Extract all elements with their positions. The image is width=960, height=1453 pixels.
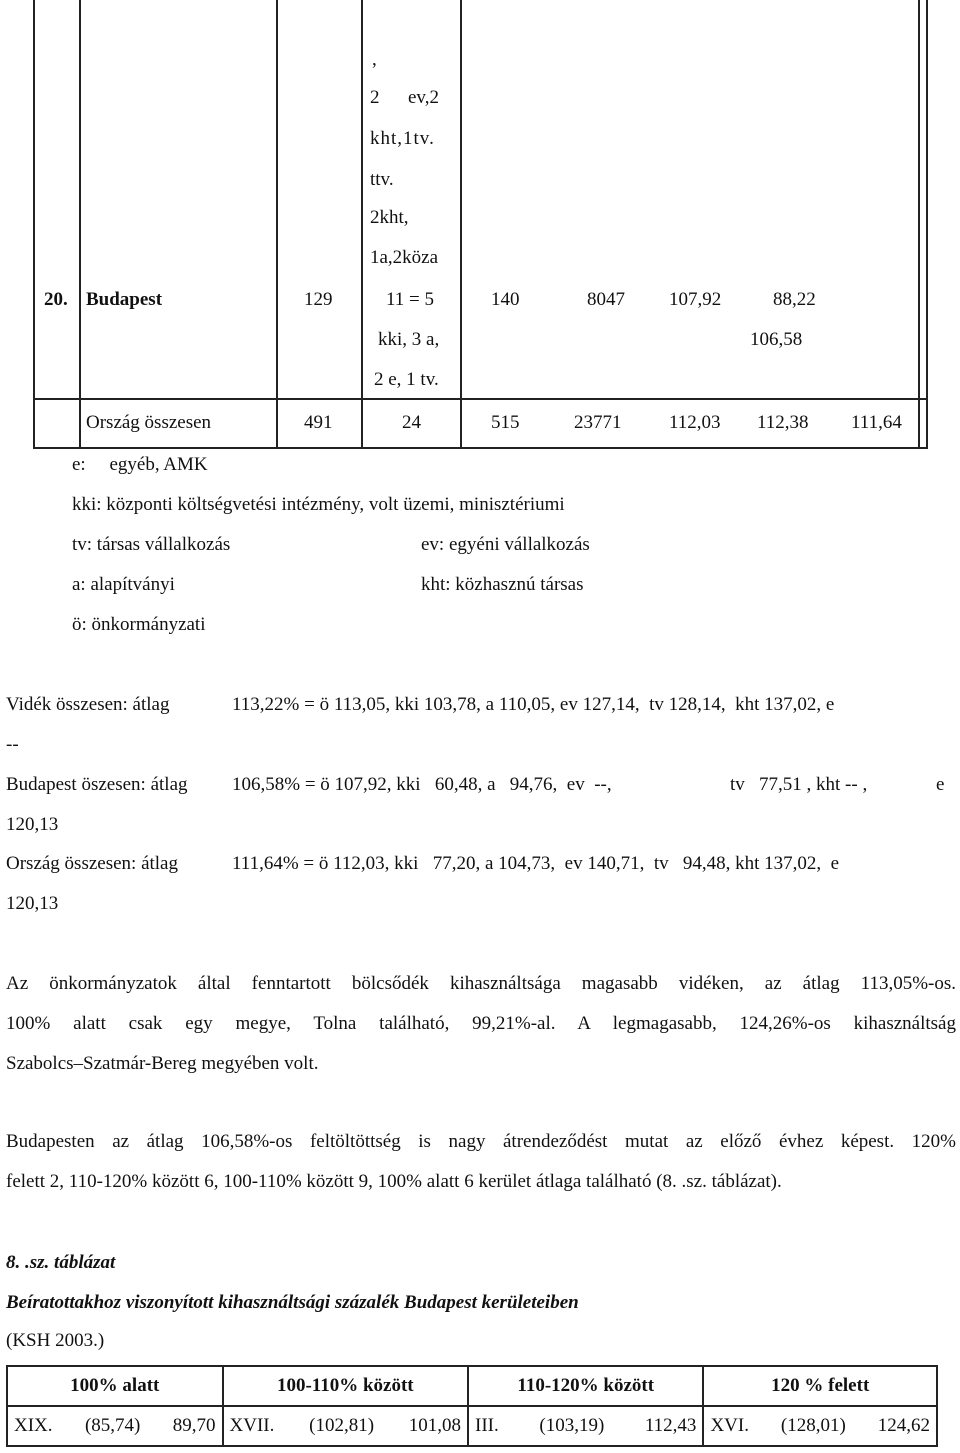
cell-bp-c8-l2: 106,58 — [750, 329, 803, 350]
table-border-col3 — [361, 0, 363, 449]
bp-avg-values: 106,58% = ö 107,92, kki 60,48, a 94,76, ev --, — [232, 774, 612, 795]
table-row — [7, 1406, 937, 1446]
cell-cont-3: kht,1tv. — [370, 128, 435, 149]
orszag-avg-label: Ország összesen: átlag — [6, 853, 178, 874]
table-border-bottom — [33, 447, 928, 449]
bp-avg-values-2: tv 77,51 , kht -- , — [730, 774, 868, 795]
legend-ev: ev: egyéni vállalkozás — [421, 534, 590, 555]
district-name: XVI. — [710, 1415, 749, 1436]
orszag-avg-values: 111,64% = ö 112,03, kki 77,20, a 104,73, ev 140,71, tv 94,48, kht 137,02, e — [232, 853, 840, 874]
row-number: 20. — [44, 289, 68, 310]
cell-total-c9: 111,64 — [851, 412, 902, 433]
table-cell — [223, 1406, 469, 1446]
orszag-avg-cont: 120,13 — [6, 893, 59, 914]
row-name-total: Ország összesen — [86, 412, 212, 433]
paragraph-kihasznaltsag — [6, 964, 956, 1084]
district-prev: (102,81) — [309, 1415, 375, 1436]
table-cell — [703, 1406, 937, 1446]
cell-total-c7: 112,03 — [669, 412, 721, 433]
header-above-120: 120 % felett — [703, 1366, 937, 1406]
cell-bp-c4-l3: 2 e, 1 tv. — [374, 369, 439, 390]
table-border-col2 — [276, 0, 278, 449]
table-title: Beíratottakhoz viszonyított kihasználtsági százalék Budapest kerületeiben — [6, 1292, 579, 1313]
district-table — [6, 1365, 938, 1447]
legend-tv: tv: társas vállalkozás — [72, 534, 231, 555]
videk-label: Vidék összesen: átlag — [6, 694, 170, 715]
legend-o: ö: önkormányzati — [72, 614, 206, 635]
header-110-120: 110-120% között — [468, 1366, 703, 1406]
cell-cont-4: ttv. — [370, 169, 394, 190]
table-border-right — [926, 0, 928, 449]
district-prev: (103,19) — [539, 1415, 605, 1436]
videk-values: 113,22% = ö 113,05, kki 103,78, a 110,05, ev 127,14, tv 128,14, kht 137,02, e — [232, 694, 835, 715]
district-name: XIX. — [14, 1415, 53, 1436]
table-border-row — [33, 398, 928, 400]
cell-cont-6: 1a,2köza — [370, 247, 439, 268]
cell-bp-c3: 129 — [304, 289, 333, 310]
table-border-right-inner — [918, 0, 920, 449]
legend-kki: kki: központi költségvetési intézmény, volt üzemi, minisztériumi — [72, 494, 565, 515]
cell-bp-c4-l2: kki, 3 a, — [378, 329, 440, 350]
cell-bp-c4-l1: 11 = 5 — [386, 289, 435, 310]
row-name-budapest: Budapest — [86, 289, 163, 310]
cell-bp-c7: 107,92 — [669, 289, 722, 310]
paragraph-line: Szabolcs–Szatmár-Bereg megyében volt. — [6, 1053, 319, 1074]
district-name: XVII. — [229, 1415, 275, 1436]
table-cell — [7, 1406, 223, 1446]
district-name: III. — [475, 1415, 499, 1436]
table-number: 8. .sz. táblázat — [6, 1252, 116, 1273]
cell-cont-5: 2kht, — [370, 207, 409, 228]
paragraph-line: 100% alatt csak egy megye, Tolna található, 99,21%-al. A legmagasabb, 124,26%-os kihasználtság — [6, 1013, 956, 1034]
cell-total-c5: 515 — [491, 412, 520, 433]
cell-bp-c8-l1: 88,22 — [773, 289, 816, 310]
bp-avg-label: Budapest öszesen: átlag — [6, 774, 188, 795]
cell-total-c4: 24 — [402, 412, 421, 433]
header-100-110: 100-110% között — [223, 1366, 469, 1406]
table-cell — [468, 1406, 703, 1446]
bp-avg-cont: 120,13 — [6, 814, 59, 835]
paragraph-line: Az önkormányzatok által fenntartott bölcsődék kihasználtsága magasabb vidéken, az átlag 113,05%-os. — [6, 973, 956, 994]
legend-e: e: egyéb, AMK — [72, 454, 208, 475]
header-below-100: 100% alatt — [7, 1366, 223, 1406]
paragraph-budapest — [6, 1122, 956, 1202]
table-border-left — [33, 0, 35, 449]
district-value: 89,70 — [172, 1415, 216, 1436]
table-header-row — [7, 1366, 937, 1406]
district-value: 124,62 — [877, 1415, 930, 1436]
paragraph-line: Budapesten az átlag 106,58%-os feltöltöttség is nagy átrendeződést mutat az előző évhez képest. 120% — [6, 1131, 956, 1152]
cell-total-c6: 23771 — [574, 412, 622, 433]
cell-bp-c5: 140 — [491, 289, 520, 310]
videk-cont: -- — [6, 734, 19, 755]
legend-kht: kht: közhasznú társas — [421, 574, 584, 595]
cell-total-c8: 112,38 — [757, 412, 809, 433]
district-value: 101,08 — [408, 1415, 462, 1436]
table-border-col1 — [79, 0, 81, 449]
cell-cont-1: , — [372, 49, 377, 70]
district-prev: (128,01) — [780, 1415, 846, 1436]
table-border-col4 — [460, 0, 462, 449]
district-prev: (85,74) — [84, 1415, 141, 1436]
district-value: 112,43 — [644, 1415, 697, 1436]
cell-total-c3: 491 — [304, 412, 333, 433]
cell-cont-2: 2 ev,2 — [370, 87, 439, 108]
bp-avg-values-3: e — [936, 774, 945, 795]
cell-bp-c6: 8047 — [587, 289, 625, 310]
table-source: (KSH 2003.) — [6, 1330, 105, 1351]
paragraph-line: felett 2, 110-120% között 6, 100-110% között 9, 100% alatt 6 kerület átlaga található (8. .sz. táblázat). — [6, 1171, 782, 1192]
legend-a: a: alapítványi — [72, 574, 175, 595]
